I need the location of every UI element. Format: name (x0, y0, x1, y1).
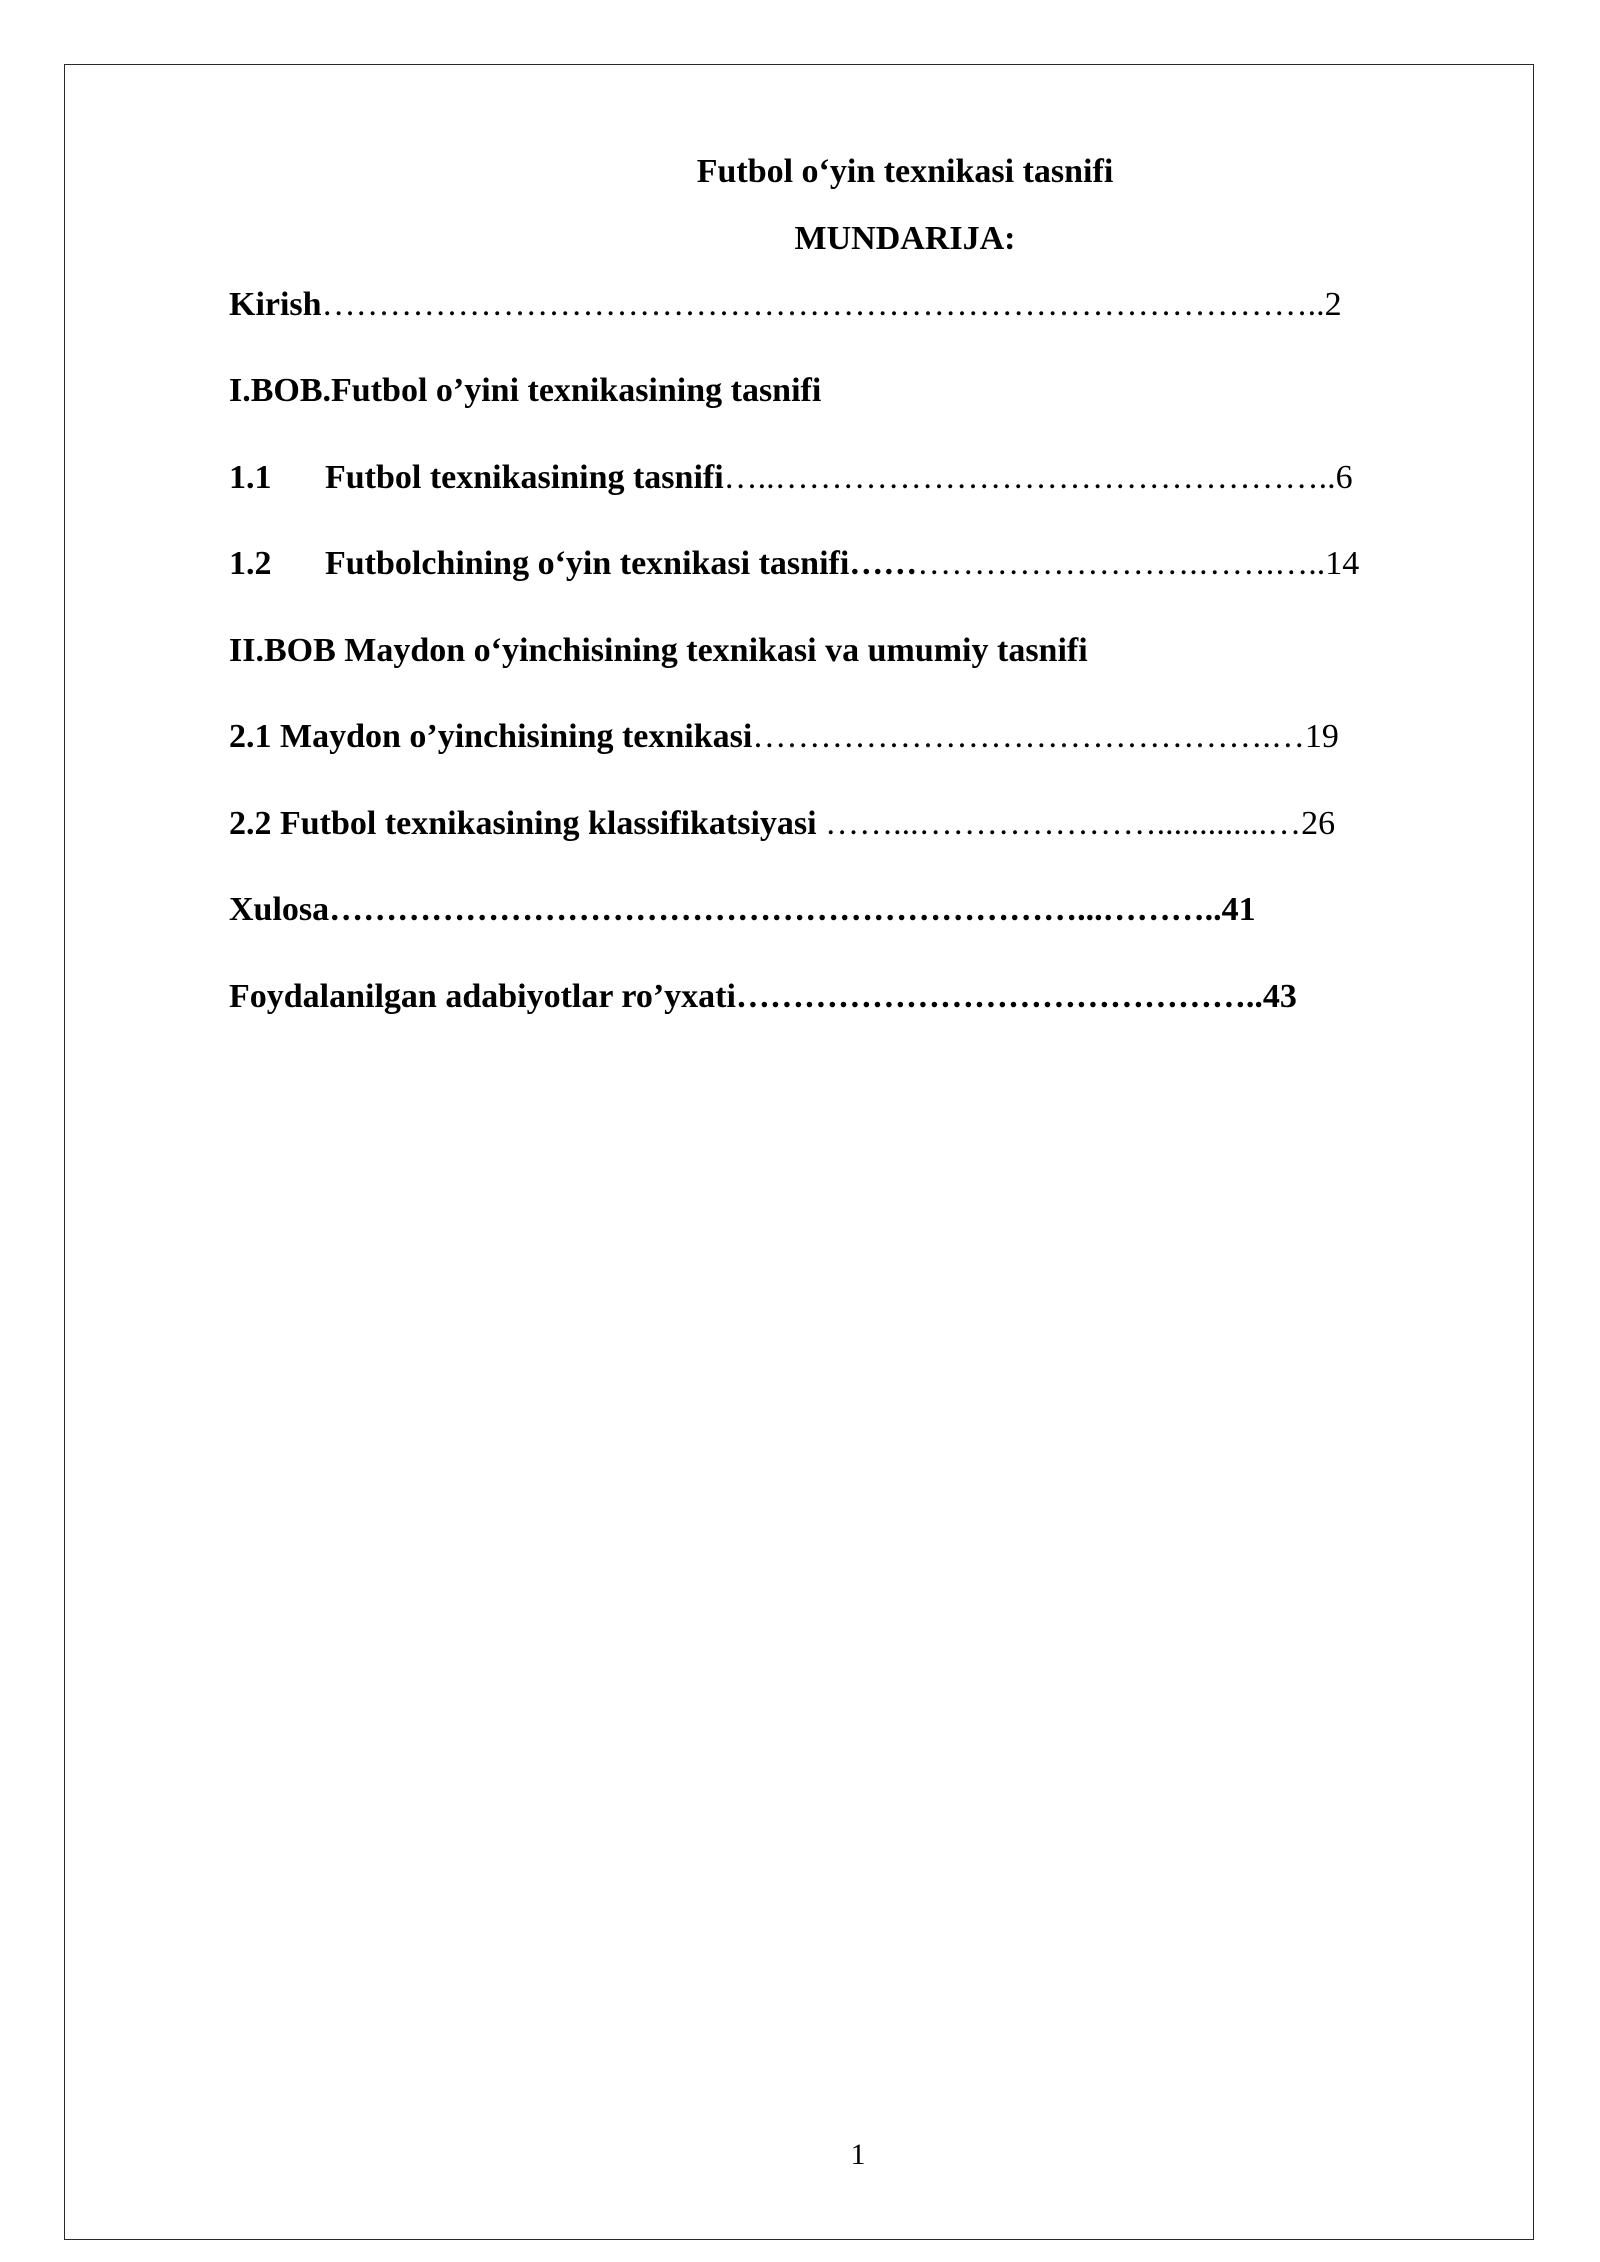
toc-leader-bold: …… (849, 545, 918, 582)
toc-page: 2 (1324, 286, 1342, 323)
toc-label: Futbolchining o‘yin texnikasi tasnifi (325, 545, 850, 582)
document-title: Futbol o‘yin texnikasi tasnifi (696, 153, 1114, 190)
toc-label: Foydalanilgan adabiyotlar ro’yxati (229, 978, 736, 1015)
toc-label: 2.1 Maydon o’yinchisining texnikasi (229, 718, 753, 755)
toc-number: 1.2 (229, 545, 272, 582)
toc-leader: …………………………………………………………………………….. (321, 286, 1325, 323)
toc-label: I.BOB.Futbol o’yini texnikasining tasnifi (229, 372, 822, 409)
toc-leader: …………………………………………………………...……….. (329, 891, 1222, 928)
toc-label: Kirish (229, 286, 322, 323)
toc-label: Xulosa (229, 891, 330, 928)
toc-entry-2-2[interactable] (229, 807, 1335, 841)
toc-page: 14 (1325, 545, 1360, 582)
toc-leader: ……………………………………….… (752, 718, 1305, 755)
toc-label: Futbol texnikasining tasnifi (325, 459, 724, 496)
toc-leader: ……...………………….............… (816, 805, 1302, 842)
toc-label: II.BOB Maydon o‘yinchisining texnikasi va umumiy tasnifi (229, 632, 1088, 669)
toc-leader: …………………….…….….. (917, 545, 1326, 582)
toc-entry-kirish[interactable] (229, 288, 1342, 322)
toc-page: 26 (1301, 805, 1336, 842)
toc-entry-2-1[interactable] (229, 720, 1339, 754)
toc-chapter-1[interactable] (229, 374, 821, 408)
toc-label: 2.2 Futbol texnikasining klassifikatsiyasi (229, 805, 817, 842)
toc-number: 1.1 (229, 459, 272, 496)
toc-page: 6 (1335, 459, 1353, 496)
toc-heading: MUNDARIJA: (794, 220, 1016, 257)
toc-chapter-2[interactable] (229, 634, 1088, 668)
toc-leader: ……………………………………….. (735, 978, 1263, 1015)
toc-entry-xulosa[interactable] (229, 893, 1256, 927)
page-number: 1 (850, 2138, 866, 2171)
toc-page: 41 (1221, 891, 1256, 928)
toc-entry-1-2[interactable] (229, 547, 1359, 581)
toc-page: 19 (1304, 718, 1339, 755)
toc-leader: …..………………………………………….. (723, 459, 1336, 496)
toc-entry-bibliography[interactable] (229, 980, 1297, 1014)
toc-entry-1-1[interactable] (229, 461, 1353, 495)
toc-page: 43 (1262, 978, 1297, 1015)
